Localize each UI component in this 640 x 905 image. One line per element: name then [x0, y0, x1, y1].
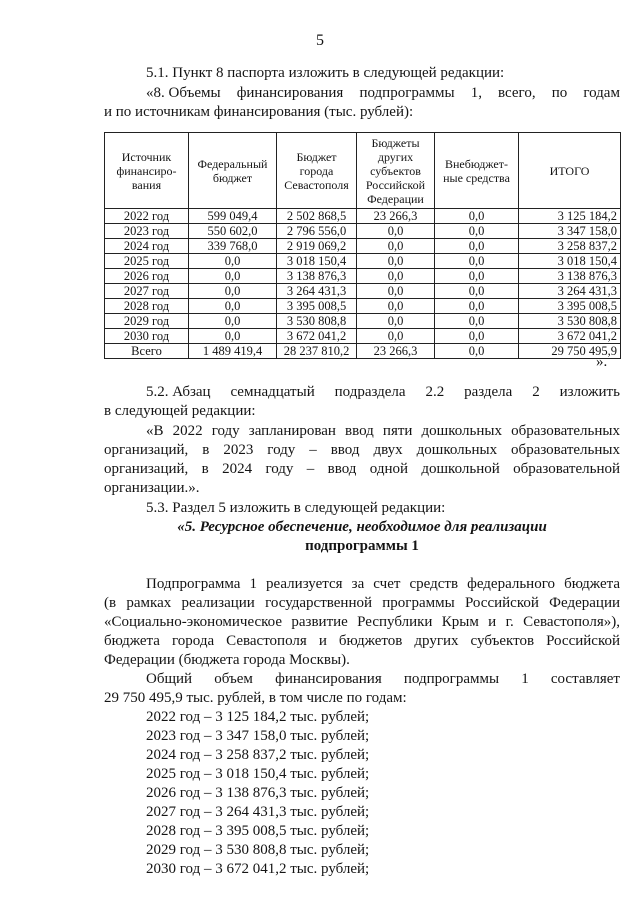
value-cell: 0,0 [357, 269, 435, 284]
table-row [105, 209, 621, 224]
value-cell: 3 672 041,2 [277, 329, 357, 344]
quote-line: «В 2022 году запланирован ввод пяти дошкольных образовательных [146, 423, 620, 439]
word: семнадцатый [230, 384, 315, 400]
year-amount-line: 2029 год – 3 530 808,8 тыс. рублей; [146, 842, 370, 858]
value-cell: 0,0 [189, 254, 277, 269]
value-cell: 3 347 158,0 [519, 224, 621, 239]
section-heading-line1: «5. Ресурсное обеспечение, необходимое для реализации [177, 519, 547, 535]
value-cell: 0,0 [435, 269, 519, 284]
paragraph-line-last: Федерации (бюджета города Москвы). [104, 652, 350, 668]
word: объем [214, 671, 253, 687]
value-cell: 2 502 868,5 [277, 209, 357, 224]
table-row [105, 314, 621, 329]
item-5-1-line1: 5.1. Пункт 8 паспорта изложить в следующей редакции: [146, 65, 505, 81]
value-cell: 0,0 [435, 209, 519, 224]
word: составляет [550, 671, 620, 687]
year-amount-line: 2028 год – 3 395 008,5 тыс. рублей; [146, 823, 370, 839]
table-row [105, 239, 621, 254]
column-header: Внебюджет-ные средства [435, 133, 519, 209]
paragraph-line: «Социально-экономическое развитие Республики Крым и г. Севастополя»), [104, 614, 620, 630]
value-cell: 0,0 [357, 284, 435, 299]
item-5-2-line1 [146, 383, 620, 402]
word: «8. Объемы [146, 85, 221, 101]
value-cell: 2 919 069,2 [277, 239, 357, 254]
value-cell: 3 258 837,2 [519, 239, 621, 254]
value-cell: 3 264 431,3 [277, 284, 357, 299]
word: подпрограммы [359, 85, 455, 101]
value-cell: 23 266,3 [357, 209, 435, 224]
word: подпрограммы [403, 671, 500, 687]
word: Общий [146, 671, 193, 687]
value-cell: 0,0 [189, 284, 277, 299]
closing-quote-mark: ». [596, 354, 608, 370]
word: финансирования [275, 671, 382, 687]
value-cell: 0,0 [357, 329, 435, 344]
value-cell: 0,0 [357, 314, 435, 329]
column-header: Бюджеты других субъектов Российской Федерации [357, 133, 435, 209]
value-cell: 550 602,0 [189, 224, 277, 239]
table-row [105, 299, 621, 314]
quote-line: организаций, в 2024 году – ввод одной дошкольной образовательной [104, 461, 620, 477]
word: 2.2 [425, 384, 445, 400]
row-label-cell: 2030 год [105, 329, 189, 344]
value-cell: 3 395 008,5 [519, 299, 621, 314]
value-cell: 0,0 [357, 224, 435, 239]
word: 1, [470, 85, 482, 101]
row-label-cell: 2028 год [105, 299, 189, 314]
value-cell: 3 264 431,3 [519, 284, 621, 299]
value-cell: 0,0 [189, 269, 277, 284]
financing-table [104, 132, 621, 359]
word: всего, [498, 85, 536, 101]
value-cell: 0,0 [357, 239, 435, 254]
row-label-cell: 2023 год [105, 224, 189, 239]
row-label-cell: 2026 год [105, 269, 189, 284]
year-amount-line: 2027 год – 3 264 431,3 тыс. рублей; [146, 804, 370, 820]
value-cell: 339 768,0 [189, 239, 277, 254]
value-cell: 0,0 [357, 299, 435, 314]
year-amount-line: 2030 год – 3 672 041,2 тыс. рублей; [146, 861, 370, 877]
value-cell: 29 750 495,9 [519, 344, 621, 359]
item-5-3-line1: 5.3. Раздел 5 изложить в следующей редакции: [146, 500, 446, 516]
word: 1 [521, 671, 529, 687]
section-heading-line2: подпрограммы 1 [305, 538, 419, 554]
table-row [105, 224, 621, 239]
value-cell: 0,0 [435, 314, 519, 329]
value-cell: 3 018 150,4 [277, 254, 357, 269]
paragraph-line: (в рамках реализации государственной программы Российской Федерации [104, 595, 620, 611]
table-row [105, 269, 621, 284]
word: раздела [464, 384, 513, 400]
year-amount-line: 2024 год – 3 258 837,2 тыс. рублей; [146, 747, 370, 763]
column-header: Бюджет города Севастополя [277, 133, 357, 209]
value-cell: 1 489 419,4 [189, 344, 277, 359]
value-cell: 0,0 [357, 254, 435, 269]
value-cell: 0,0 [435, 239, 519, 254]
value-cell: 3 125 184,2 [519, 209, 621, 224]
column-header: Источник финансиро-вания [105, 133, 189, 209]
value-cell: 0,0 [435, 344, 519, 359]
row-label-cell: 2025 год [105, 254, 189, 269]
word: подраздела [334, 384, 406, 400]
value-cell: 3 138 876,3 [277, 269, 357, 284]
total-line1 [146, 670, 620, 689]
value-cell: 0,0 [189, 299, 277, 314]
value-cell: 3 530 808,8 [519, 314, 621, 329]
table-row [105, 284, 621, 299]
word: изложить [559, 384, 620, 400]
year-amount-line: 2023 год – 3 347 158,0 тыс. рублей; [146, 728, 370, 744]
word: 5.2. Абзац [146, 384, 211, 400]
value-cell: 28 237 810,2 [277, 344, 357, 359]
item-5-1-line3: и по источникам финансирования (тыс. рублей): [104, 104, 414, 120]
paragraph-line: Подпрограмма 1 реализуется за счет средств федерального бюджета [146, 576, 620, 592]
value-cell: 599 049,4 [189, 209, 277, 224]
word: 2 [532, 384, 540, 400]
value-cell: 3 138 876,3 [519, 269, 621, 284]
value-cell: 3 672 041,2 [519, 329, 621, 344]
word: годам [583, 85, 620, 101]
value-cell: 2 796 556,0 [277, 224, 357, 239]
item-5-2-line2: в следующей редакции: [104, 403, 256, 419]
total-line2: 29 750 495,9 тыс. рублей, в том числе по годам: [104, 690, 407, 706]
value-cell: 0,0 [435, 224, 519, 239]
paragraph-line: бюджета города Севастополя и бюджетов других субъектов Российской [104, 633, 620, 649]
table-header-row [105, 133, 621, 209]
row-label-cell: 2029 год [105, 314, 189, 329]
item-5-1-line2 [146, 84, 620, 103]
column-header: Федеральный бюджет [189, 133, 277, 209]
value-cell: 3 018 150,4 [519, 254, 621, 269]
table-row [105, 344, 621, 359]
page-number: 5 [316, 32, 324, 49]
value-cell: 0,0 [435, 329, 519, 344]
year-amount-line: 2026 год – 3 138 876,3 тыс. рублей; [146, 785, 370, 801]
column-header: ИТОГО [519, 133, 621, 209]
value-cell: 0,0 [435, 254, 519, 269]
table-body [105, 209, 621, 359]
years-list [146, 708, 369, 879]
value-cell: 23 266,3 [357, 344, 435, 359]
value-cell: 0,0 [189, 329, 277, 344]
value-cell: 0,0 [435, 299, 519, 314]
value-cell: 3 395 008,5 [277, 299, 357, 314]
row-label-cell: 2027 год [105, 284, 189, 299]
row-label-cell: 2024 год [105, 239, 189, 254]
year-amount-line: 2022 год – 3 125 184,2 тыс. рублей; [146, 709, 370, 725]
value-cell: 0,0 [435, 284, 519, 299]
word: финансирования [236, 85, 344, 101]
table-row [105, 254, 621, 269]
row-label-cell: 2022 год [105, 209, 189, 224]
quote-line-last: организации.». [104, 480, 200, 496]
word: по [551, 85, 568, 101]
value-cell: 0,0 [189, 314, 277, 329]
row-label-cell: Всего [105, 344, 189, 359]
value-cell: 3 530 808,8 [277, 314, 357, 329]
quote-line: организаций, в 2023 году – ввод двух дошкольных образовательных [104, 442, 620, 458]
year-amount-line: 2025 год – 3 018 150,4 тыс. рублей; [146, 766, 370, 782]
table-row [105, 329, 621, 344]
